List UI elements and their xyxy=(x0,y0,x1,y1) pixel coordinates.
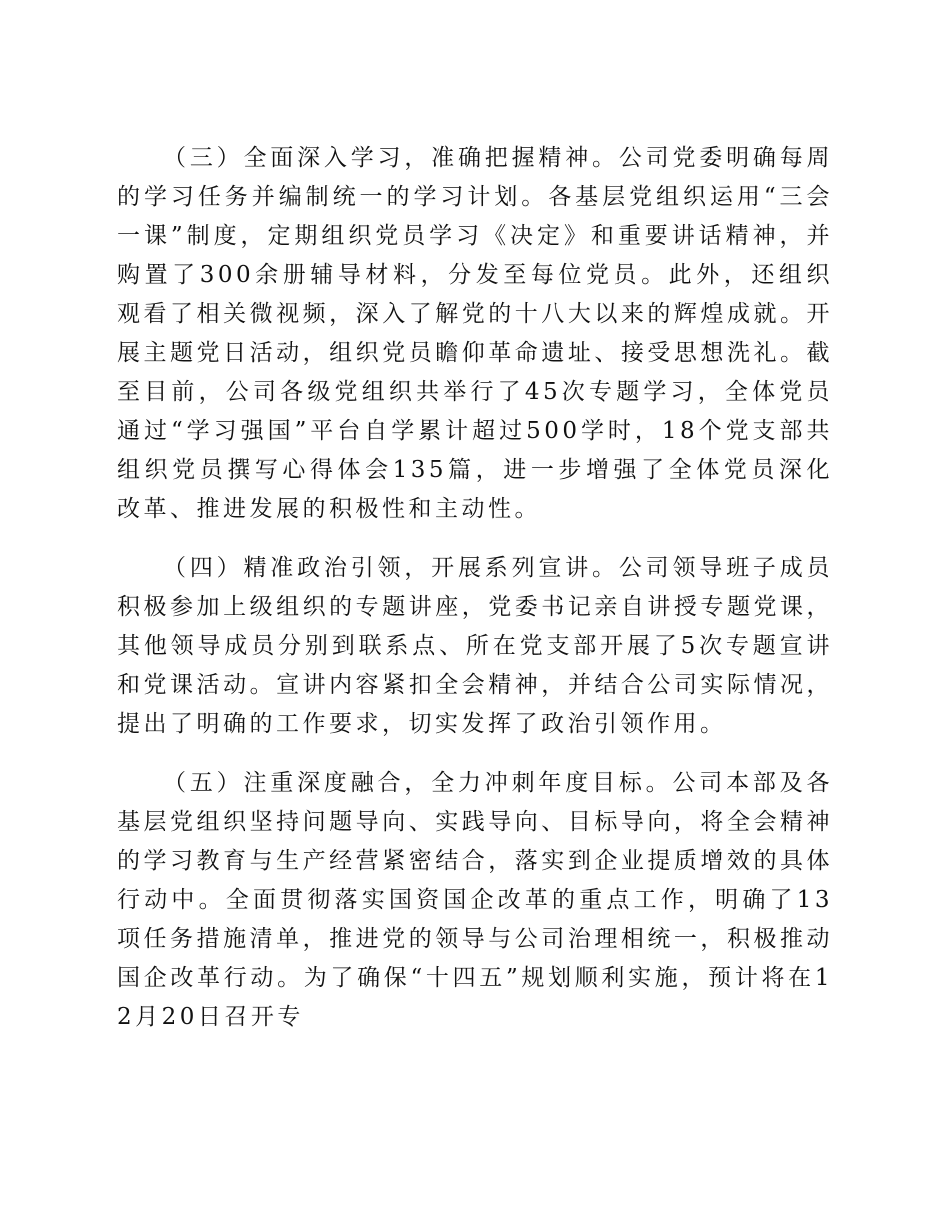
paragraph-integration: （五）注重深度融合，全力冲刺年度目标。公司本部及各基层党组织坚持问题导向、实践导向、目标导向，将全会精神的学习教育与生产经营紧密结合，落实到企业提质增效的具体行动中。全面贯彻落实国资国企改革的重点工作，明确了13项任务措施清单，推进党的领导与公司治理相统一，积极推动国企改革行动。为了确保“十四五”规划顺利实施，预计将在12月20日召开专 xyxy=(117,770,833,1030)
paragraph-study: （三）全面深入学习，准确把握精神。公司党委明确每周的学习任务并编制统一的学习计划。各基层党组织运用“三会一课”制度，定期组织党员学习《决定》和重要讲话精神，并购置了300余册辅导材料，分发至每位党员。此外，还组织观看了相关微视频，深入了解党的十八大以来的辉煌成就。开展主题党日活动，组织党员瞻仰革命遗址、接受思想洗礼。截至目前，公司各级党组织共举行了45次专题学习，全体党员通过“学习强国”平台自学累计超过500学时，18个党支部共组织党员撰写心得体会135篇，进一步增强了全体党员深化改革、推进发展的积极性和主动性。 xyxy=(117,145,833,522)
document-body xyxy=(117,139,833,1057)
paragraph-guidance: （四）精准政治引领，开展系列宣讲。公司领导班子成员积极参加上级组织的专题讲座，党委书记亲自讲授专题党课，其他领导成员分别到联系点、所在党支部开展了5次专题宣讲和党课活动。宣讲内容紧扣全会精神，并结合公司实际情况，提出了明确的工作要求，切实发挥了政治引领作用。 xyxy=(117,555,833,737)
